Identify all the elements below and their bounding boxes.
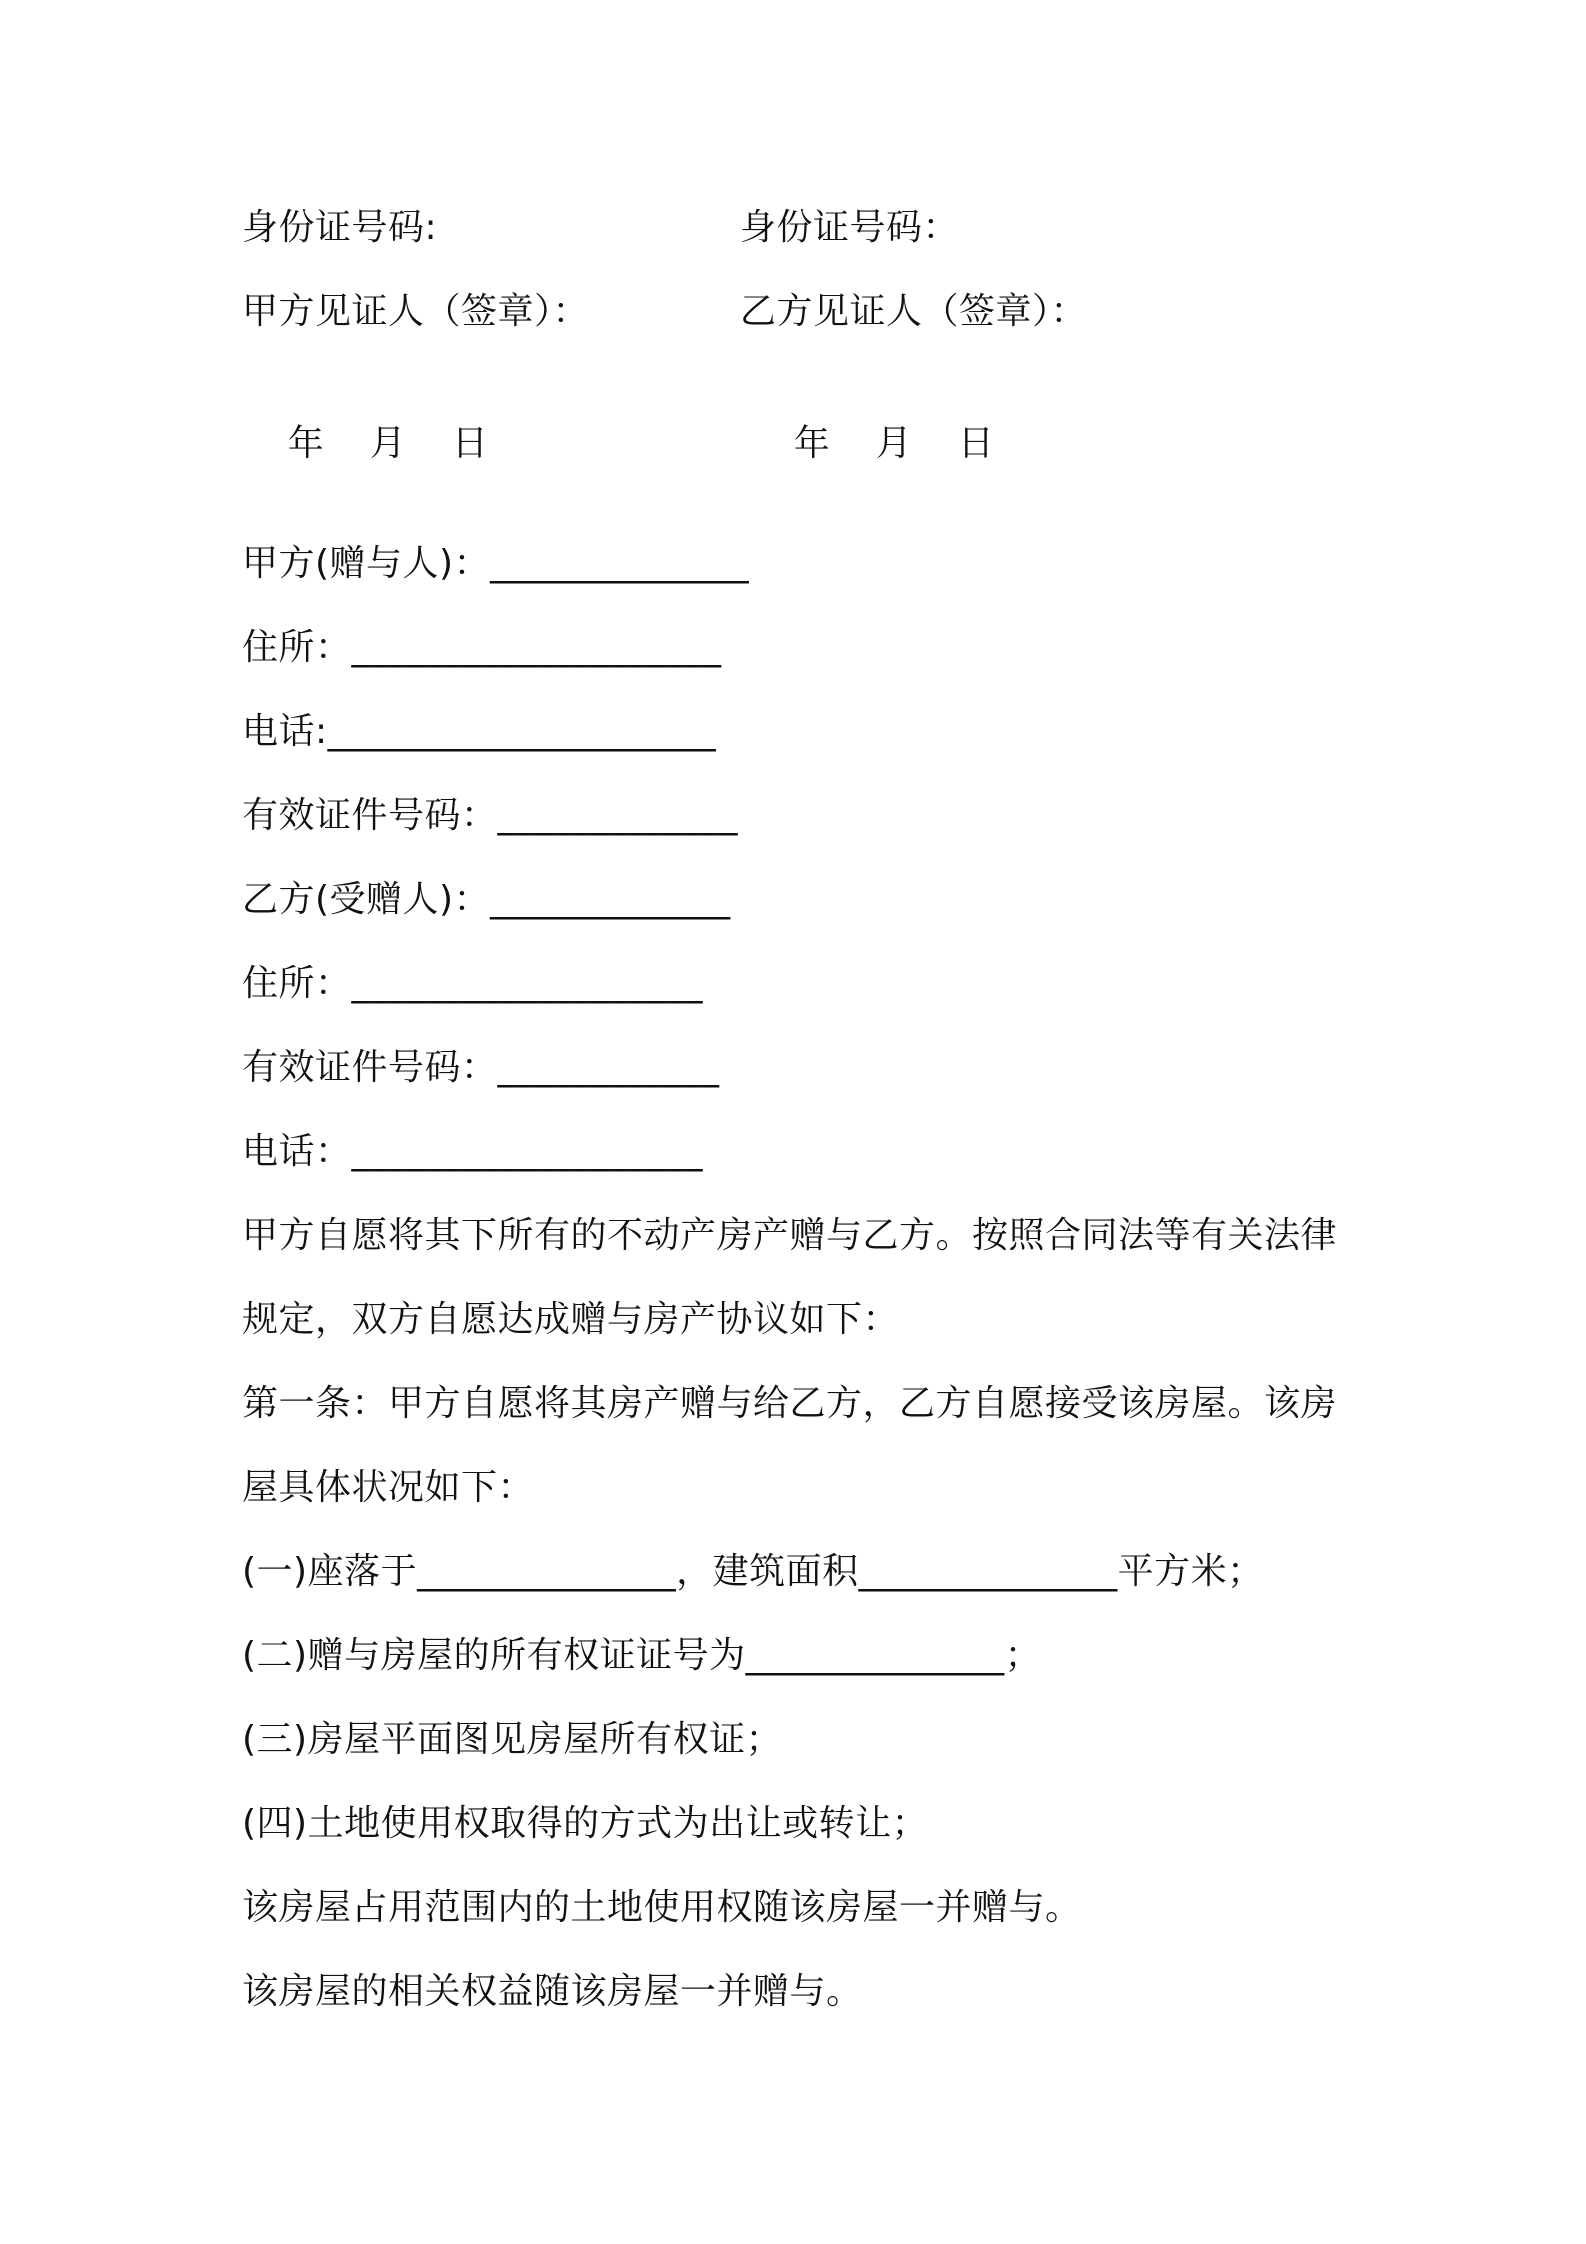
- item-1-location-area: (一)座落于______________，建筑面积______________平方米；: [242, 1551, 1264, 1592]
- party-a-id-label: 身份证号码:: [242, 207, 438, 248]
- article-1-line-2: 屋具体状况如下：: [242, 1467, 535, 1508]
- party-b-id-line: 有效证件号码：____________: [242, 1047, 720, 1088]
- party-b-witness-label: 乙方见证人（签章）：: [740, 291, 1088, 332]
- item-4-land-use-right: (四)土地使用权取得的方式为出让或转让；: [242, 1803, 929, 1844]
- date-year: 年: [793, 423, 830, 464]
- party-a-witness-label: 甲方见证人（签章）：: [242, 291, 590, 332]
- party-b-id-label: 身份证号码：: [740, 207, 960, 248]
- article-1-line-1: 第一条：甲方自愿将其房产赠与给乙方，乙方自愿接受该房屋。该房: [242, 1383, 1338, 1424]
- party-a-address-line: 住所：____________________: [242, 627, 722, 668]
- rights-note: 该房屋的相关权益随该房屋一并赠与。: [242, 1971, 863, 2012]
- item-3-floor-plan: (三)房屋平面图见房屋所有权证；: [242, 1719, 783, 1760]
- date-day: 日: [451, 423, 488, 464]
- party-b-date: [748, 372, 994, 516]
- land-use-note: 该房屋占用范围内的土地使用权随该房屋一并赠与。: [242, 1887, 1082, 1928]
- date-day: 日: [957, 423, 994, 464]
- item-2-certificate-number: (二)赠与房屋的所有权证证号为______________；: [242, 1635, 1042, 1676]
- date-year: 年: [287, 423, 324, 464]
- party-a-id-line: 有效证件号码：_____________: [242, 795, 739, 836]
- party-b-address-line: 住所：___________________: [242, 963, 704, 1004]
- date-month: 月: [369, 423, 406, 464]
- party-a-donor-line: 甲方(赠与人)：______________: [242, 543, 750, 584]
- party-a-phone-line: 电话:_____________________: [242, 711, 717, 752]
- date-month: 月: [875, 423, 912, 464]
- party-b-phone-line: 电话：___________________: [242, 1131, 704, 1172]
- party-b-donee-line: 乙方(受赠人)：_____________: [242, 879, 731, 920]
- intro-line-2: 规定，双方自愿达成赠与房产协议如下：: [242, 1299, 900, 1340]
- party-a-date: [242, 372, 488, 516]
- intro-line-1: 甲方自愿将其下所有的不动产房产赠与乙方。按照合同法等有关法律: [242, 1215, 1338, 1256]
